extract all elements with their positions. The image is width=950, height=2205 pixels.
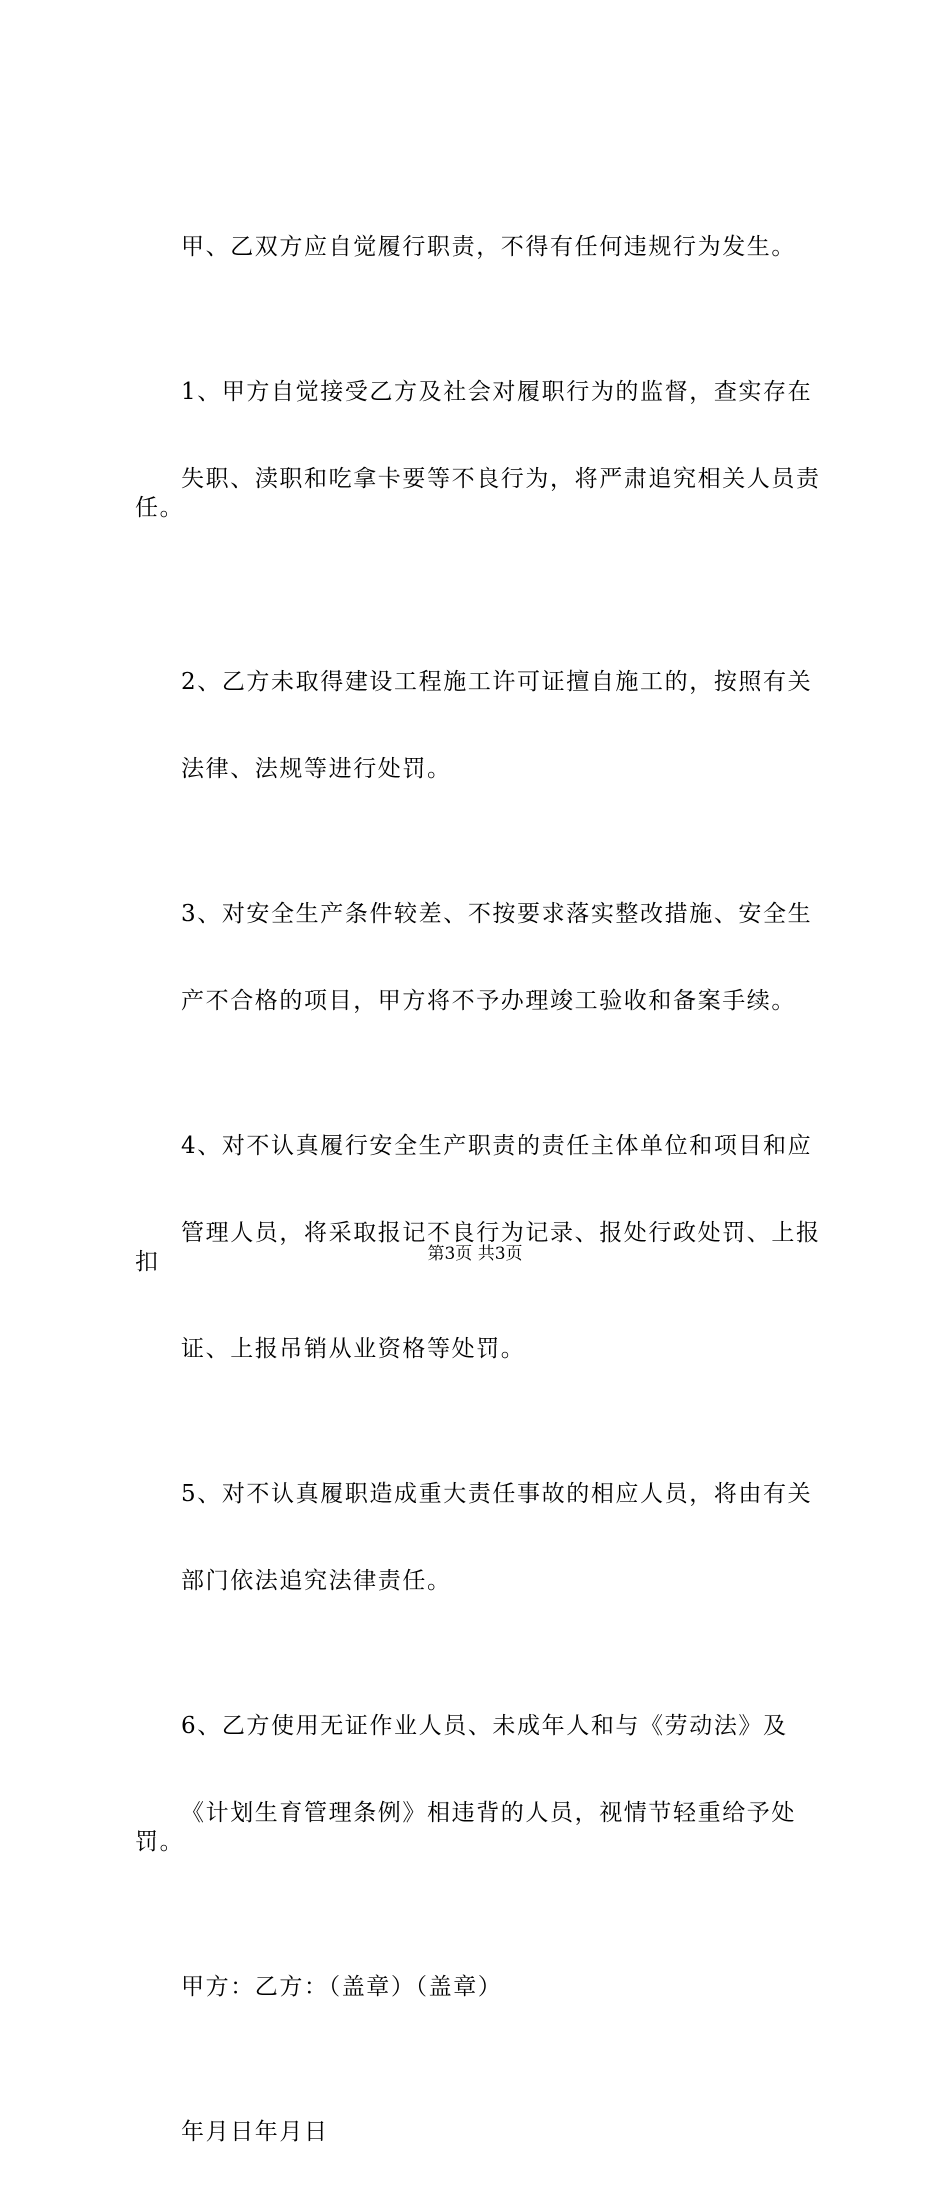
paragraph-line: 4、对不认真履行安全生产职责的责任主体单位和项目和应 [181, 1133, 813, 1159]
paragraph-line: 甲方：乙方：（盖章）（盖章） [181, 1974, 503, 2000]
page-number-footer: 第3页 共3页 [427, 1244, 523, 1264]
paragraph-line: 3、对安全生产条件较差、不按要求落实整改措施、安全生 [181, 901, 813, 927]
paragraph-clause-3 [135, 842, 845, 1074]
document-body [135, 175, 845, 2205]
paragraph-clause-2 [135, 610, 845, 842]
paragraph-line: 甲、乙双方应自觉履行职责，不得有任何违规行为发生。 [181, 234, 796, 260]
paragraph-line: 《计划生育管理条例》相违背的人员，视情节轻重给予处罚。 [135, 1800, 796, 1855]
signature-dates [135, 2060, 845, 2205]
signature-parties [135, 1915, 845, 2060]
paragraph-intro [135, 175, 845, 320]
paragraph-line: 2、乙方未取得建设工程施工许可证擅自施工的，按照有关 [181, 669, 813, 695]
paragraph-line: 产不合格的项目，甲方将不予办理竣工验收和备案手续。 [181, 988, 796, 1014]
paragraph-line: 管理人员，将采取报记不良行为记录、报处行政处罚、上报扣 [135, 1220, 821, 1275]
paragraph-line: 6、乙方使用无证作业人员、未成年人和与《劳动法》及 [181, 1713, 788, 1739]
paragraph-clause-6 [135, 1654, 845, 1915]
paragraph-line: 5、对不认真履职造成重大责任事故的相应人员，将由有关 [181, 1481, 813, 1507]
paragraph-line: 证、上报吊销从业资格等处罚。 [181, 1336, 526, 1362]
paragraph-clause-5 [135, 1422, 845, 1654]
paragraph-line: 法律、法规等进行处罚。 [181, 756, 452, 782]
paragraph-line: 1、甲方自觉接受乙方及社会对履职行为的监督，查实存在 [181, 379, 813, 405]
paragraph-clause-1 [135, 320, 845, 581]
paragraph-line: 部门依法追究法律责任。 [181, 1568, 452, 1594]
paragraph-line: 年月日年月日 [181, 2119, 329, 2145]
paragraph-line: 失职、渎职和吃拿卡要等不良行为，将严肃追究相关人员责任。 [135, 466, 821, 521]
